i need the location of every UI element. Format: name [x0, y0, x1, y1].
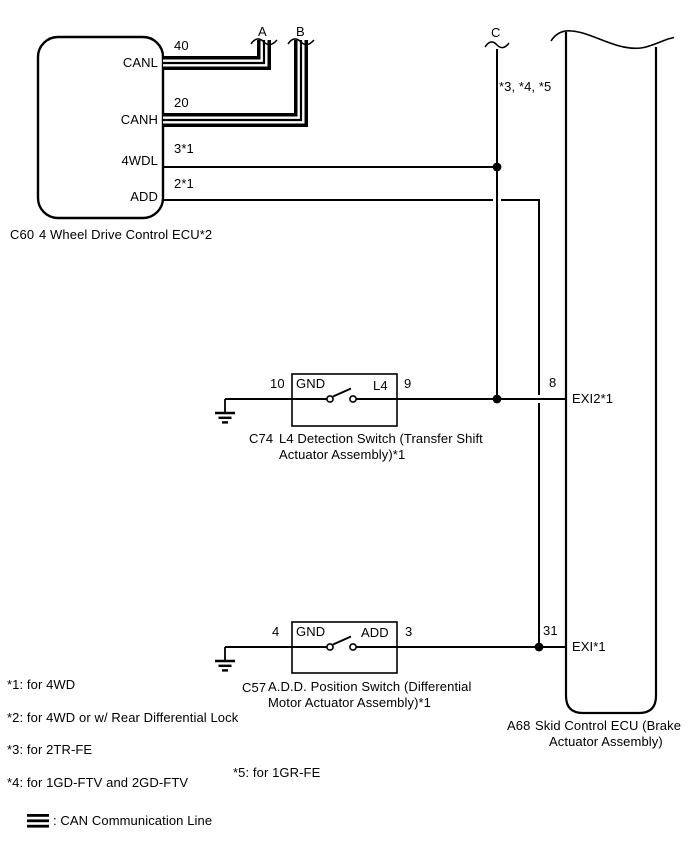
skid-ecu-name-line2: Actuator Assembly)	[549, 734, 663, 749]
skid-ecu-code: A68	[507, 718, 531, 733]
branch-c-label: C	[491, 25, 501, 40]
canl-pin-number: 40	[174, 38, 189, 53]
footnote-2: *2: for 4WD or w/ Rear Differential Lock	[7, 710, 239, 725]
l4-switch-name-line1: L4 Detection Switch (Transfer Shift	[279, 431, 483, 446]
add-switch-code: C57	[242, 680, 267, 695]
add-switch-name-line1: A.D.D. Position Switch (Differential	[268, 679, 472, 694]
add-switch-gnd-label: GND	[296, 624, 326, 639]
add-ground-symbol	[215, 647, 235, 670]
l4-switch-code: C74	[249, 431, 274, 446]
junction-dot-fwdl-c	[493, 163, 502, 172]
footnote-1: *1: for 4WD	[7, 677, 76, 692]
l4-switch-row	[215, 374, 566, 426]
l4-ground-symbol	[215, 399, 235, 422]
canl-pin-label: CANL	[122, 55, 158, 70]
branch-a-label: A	[258, 24, 267, 39]
add-pin-number: 2*1	[174, 176, 194, 191]
l4-switch-pin-left-number: 10	[270, 376, 285, 391]
add-pin-label: ADD	[130, 189, 158, 204]
fwdl-pin-label: 4WDL	[121, 153, 158, 168]
l4-switch-symbol	[327, 389, 356, 403]
branch-c-note: *3, *4, *5	[499, 79, 552, 94]
skid-pin31-number: 31	[543, 623, 558, 638]
l4-switch-l4-label: L4	[373, 378, 388, 393]
add-switch-name-line2: Motor Actuator Assembly)*1	[268, 695, 431, 710]
skid-ecu-break-wave	[551, 31, 674, 48]
fwdl-pin-number: 3*1	[174, 141, 194, 156]
add-switch-pin-left-number: 4	[272, 624, 280, 639]
branch-b-label: B	[296, 24, 305, 39]
skid-exi2-label: EXI2*1	[572, 391, 614, 406]
legend-label: : CAN Communication Line	[53, 813, 213, 828]
canh-pin-label: CANH	[120, 112, 158, 127]
add-switch-symbol	[327, 637, 356, 651]
junction-dot-add	[535, 643, 544, 652]
junction-dot-c-l4	[493, 395, 502, 404]
ecu4wd-code: C60	[10, 227, 35, 242]
l4-switch-name-line2: Actuator Assembly)*1	[279, 447, 406, 462]
skid-exi-label: EXI*1	[572, 639, 606, 654]
break-mark-c	[485, 42, 509, 48]
l4-switch-pin-right-number: 9	[404, 376, 412, 391]
add-switch-pin-right-number: 3	[405, 624, 413, 639]
can-line-symbol	[27, 814, 49, 828]
add-wire	[163, 200, 539, 647]
canh-pin-number: 20	[174, 95, 189, 110]
footnote-4: *4: for 1GD-FTV and 2GD-FTV	[7, 775, 189, 790]
footnote-5: *5: for 1GR-FE	[233, 765, 321, 780]
l4-switch-gnd-label: GND	[296, 376, 326, 391]
footnote-3: *3: for 2TR-FE	[7, 742, 93, 757]
add-switch-add-label: ADD	[361, 625, 389, 640]
ecu4wd-name: 4 Wheel Drive Control ECU*2	[39, 227, 213, 242]
skid-pin8-number: 8	[549, 375, 557, 390]
add-switch-row	[215, 622, 566, 673]
skid-ecu-box	[566, 32, 656, 713]
skid-ecu-name-line1: Skid Control ECU (Brake	[535, 718, 682, 733]
